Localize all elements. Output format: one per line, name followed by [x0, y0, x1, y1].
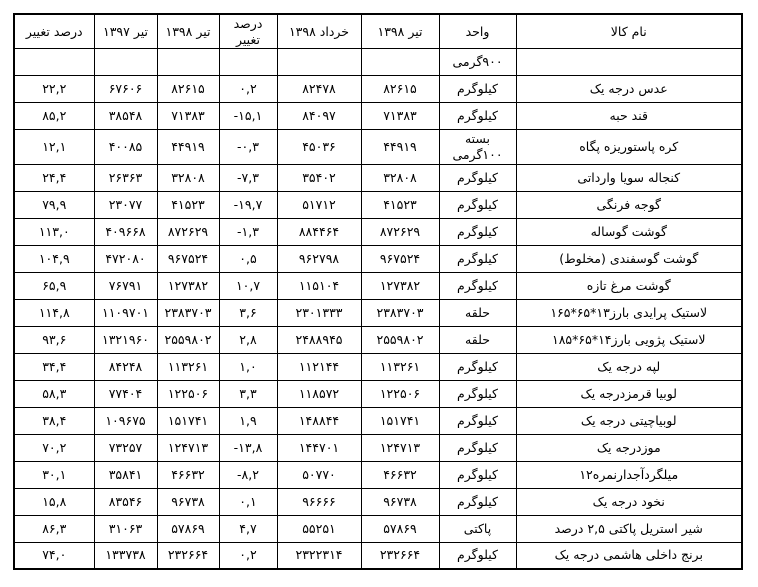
value-cell: ۷۳۲۵۷ [94, 434, 157, 461]
value-cell: ۱۰۹۶۷۵ [94, 407, 157, 434]
value-cell: ۱۲,۱ [14, 130, 94, 164]
unit-cell: کیلوگرم [439, 76, 516, 103]
value-cell: ۱۱۵۱۰۴ [277, 272, 361, 299]
column-header: تیر ۱۳۹۷ [94, 14, 157, 49]
value-cell: ۴۵۰۳۶ [277, 130, 361, 164]
value-cell: -۱۹,۷ [219, 191, 277, 218]
product-name-cell: موزدرجه یک [516, 434, 742, 461]
value-cell [361, 49, 439, 76]
table-row [14, 461, 742, 488]
value-cell: ۱۲۴۷۱۳ [361, 434, 439, 461]
value-cell: ۴۱۵۲۳ [361, 191, 439, 218]
unit-cell: کیلوگرم [439, 434, 516, 461]
product-name-cell: لپه درجه یک [516, 353, 742, 380]
value-cell: ۷۰,۲ [14, 434, 94, 461]
unit-cell: کیلوگرم [439, 353, 516, 380]
value-cell: ۸۲۴۷۸ [277, 76, 361, 103]
value-cell [277, 49, 361, 76]
value-cell: -۱,۳ [219, 218, 277, 245]
value-cell: -۱۳,۸ [219, 434, 277, 461]
value-cell: ۲۳۲۶۶۴ [361, 542, 439, 569]
value-cell: ۱۰۴,۹ [14, 245, 94, 272]
value-cell: ۲۵۵۹۸۰۲ [361, 326, 439, 353]
value-cell: ۱۱۳,۰ [14, 218, 94, 245]
table-row [14, 164, 742, 191]
value-cell: ۷۹,۹ [14, 191, 94, 218]
table-row [14, 488, 742, 515]
value-cell: ۷۷۴۰۴ [94, 380, 157, 407]
table-row [14, 407, 742, 434]
value-cell: ۹۶۷۳۸ [361, 488, 439, 515]
value-cell: ۲۴,۴ [14, 164, 94, 191]
value-cell: ۸۲۶۱۵ [157, 76, 219, 103]
value-cell: ۹۳,۶ [14, 326, 94, 353]
value-cell: ۱۵۱۷۴۱ [157, 407, 219, 434]
column-header: درصد تغییر [14, 14, 94, 49]
value-cell: -۷,۳ [219, 164, 277, 191]
value-cell: ۲۳۰۷۷ [94, 191, 157, 218]
value-cell: ۴۶۶۳۲ [157, 461, 219, 488]
table-row [14, 542, 742, 569]
value-cell: ۸۳۵۴۶ [94, 488, 157, 515]
table-row [14, 130, 742, 164]
value-cell: ۹۶۷۵۲۴ [157, 245, 219, 272]
value-cell: ۱۲۷۳۸۲ [157, 272, 219, 299]
column-header: درصد تغییر [219, 14, 277, 49]
product-name-cell: لاستیک پژویی بارز۱۴*۶۵*۱۸۵ [516, 326, 742, 353]
table-row [14, 218, 742, 245]
unit-cell: کیلوگرم [439, 407, 516, 434]
value-cell: ۱۲۲۵۰۶ [361, 380, 439, 407]
value-cell: ۲۳۸۳۷۰۳ [157, 299, 219, 326]
unit-cell: کیلوگرم [439, 488, 516, 515]
value-cell: ۹۶۷۳۸ [157, 488, 219, 515]
value-cell: ۸۲۶۱۵ [361, 76, 439, 103]
value-cell: ۵۸,۳ [14, 380, 94, 407]
product-name-cell: لوبیا قرمزدرجه یک [516, 380, 742, 407]
table-row [14, 380, 742, 407]
value-cell: ۱,۹ [219, 407, 277, 434]
value-cell: ۲۳۲۶۶۴ [157, 542, 219, 569]
product-name-cell: شیر استریل پاکتی ۲,۵ درصد [516, 515, 742, 542]
table-row [14, 299, 742, 326]
unit-cell: ۹۰۰گرمی [439, 49, 516, 76]
value-cell: ۱۲۴۷۱۳ [157, 434, 219, 461]
table-body [14, 49, 742, 569]
unit-cell: کیلوگرم [439, 245, 516, 272]
value-cell: ۱۱۳۲۶۱ [157, 353, 219, 380]
unit-cell: کیلوگرم [439, 380, 516, 407]
product-name-cell: گوجه فرنگی [516, 191, 742, 218]
value-cell: ۲۲,۲ [14, 76, 94, 103]
value-cell: ۷۶۷۹۱ [94, 272, 157, 299]
unit-cell: پاکتی [439, 515, 516, 542]
value-cell: -۰,۳ [219, 130, 277, 164]
product-name-cell: گوشت گوساله [516, 218, 742, 245]
value-cell: ۲۳۲۲۳۱۴ [277, 542, 361, 569]
value-cell: ۴۴۹۱۹ [157, 130, 219, 164]
value-cell: ۳۰,۱ [14, 461, 94, 488]
column-header: واحد [439, 14, 516, 49]
value-cell: ۱۵,۸ [14, 488, 94, 515]
value-cell: ۵۵۲۵۱ [277, 515, 361, 542]
value-cell [94, 49, 157, 76]
value-cell: ۳۸,۴ [14, 407, 94, 434]
table-row [14, 326, 742, 353]
unit-cell: کیلوگرم [439, 103, 516, 130]
product-name-cell: برنج داخلی هاشمی درجه یک [516, 542, 742, 569]
column-header: تیر ۱۳۹۸ [361, 14, 439, 49]
value-cell: ۸۷۲۶۲۹ [361, 218, 439, 245]
value-cell: ۱۴۸۸۴۴ [277, 407, 361, 434]
value-cell [157, 49, 219, 76]
value-cell: ۱۱۰۹۷۰۱ [94, 299, 157, 326]
value-cell: ۰,۲ [219, 76, 277, 103]
unit-cell: کیلوگرم [439, 218, 516, 245]
value-cell: ۸۶,۳ [14, 515, 94, 542]
value-cell: ۲,۸ [219, 326, 277, 353]
value-cell: ۵۷۸۶۹ [361, 515, 439, 542]
value-cell: ۱۱۲۱۴۴ [277, 353, 361, 380]
value-cell: ۱۳۲۱۹۶۰ [94, 326, 157, 353]
unit-cell: کیلوگرم [439, 164, 516, 191]
value-cell: ۴۷۲۰۸۰ [94, 245, 157, 272]
value-cell: ۹۶۶۶۶ [277, 488, 361, 515]
unit-cell: حلقه [439, 299, 516, 326]
value-cell: ۳۵۸۴۱ [94, 461, 157, 488]
product-name-cell: نخود درجه یک [516, 488, 742, 515]
value-cell: ۴۶۶۳۲ [361, 461, 439, 488]
unit-cell: کیلوگرم [439, 461, 516, 488]
unit-cell: کیلوگرم [439, 191, 516, 218]
product-name-cell: گوشت مرغ تازه [516, 272, 742, 299]
value-cell: ۴,۷ [219, 515, 277, 542]
value-cell: -۸,۲ [219, 461, 277, 488]
value-cell: ۱۱۸۵۷۲ [277, 380, 361, 407]
value-cell: ۸۵,۲ [14, 103, 94, 130]
value-cell: ۲۳۸۳۷۰۳ [361, 299, 439, 326]
product-name-cell: میلگردآجدارنمره۱۲ [516, 461, 742, 488]
value-cell: -۱۵,۱ [219, 103, 277, 130]
value-cell: ۱۲۷۳۸۲ [361, 272, 439, 299]
value-cell: ۲۵۵۹۸۰۲ [157, 326, 219, 353]
column-header: نام کالا [516, 14, 742, 49]
value-cell: ۷۴,۰ [14, 542, 94, 569]
value-cell: ۷۱۳۸۳ [361, 103, 439, 130]
product-name-cell: عدس درجه یک [516, 76, 742, 103]
value-cell: ۱۲۲۵۰۶ [157, 380, 219, 407]
table-row [14, 245, 742, 272]
table-row [14, 103, 742, 130]
value-cell: ۱۴۴۷۰۱ [277, 434, 361, 461]
value-cell: ۳۲۸۰۸ [361, 164, 439, 191]
value-cell: ۳۴,۴ [14, 353, 94, 380]
value-cell: ۶۷۶۰۶ [94, 76, 157, 103]
table-row [14, 49, 742, 76]
value-cell: ۰,۲ [219, 542, 277, 569]
value-cell: ۱۱۳۲۶۱ [361, 353, 439, 380]
column-header: خرداد ۱۳۹۸ [277, 14, 361, 49]
value-cell: ۰,۱ [219, 488, 277, 515]
value-cell: ۴۰۰۸۵ [94, 130, 157, 164]
value-cell: ۹۶۷۵۲۴ [361, 245, 439, 272]
value-cell: ۲۴۸۸۹۴۵ [277, 326, 361, 353]
value-cell: ۴۰۹۶۶۸ [94, 218, 157, 245]
table-row [14, 434, 742, 461]
value-cell: ۳,۶ [219, 299, 277, 326]
value-cell: ۵۱۷۱۲ [277, 191, 361, 218]
value-cell: ۱۵۱۷۴۱ [361, 407, 439, 434]
product-name-cell: قند حبه [516, 103, 742, 130]
unit-cell: کیلوگرم [439, 272, 516, 299]
value-cell: ۰,۵ [219, 245, 277, 272]
product-name-cell: کره پاستوریزه پگاه [516, 130, 742, 164]
table-row [14, 272, 742, 299]
value-cell: ۲۶۳۶۳ [94, 164, 157, 191]
value-cell: ۵۷۸۶۹ [157, 515, 219, 542]
column-header: تیر ۱۳۹۸ [157, 14, 219, 49]
value-cell: ۷۱۳۸۳ [157, 103, 219, 130]
product-name-cell [516, 49, 742, 76]
table-row [14, 191, 742, 218]
value-cell: ۲۳۰۱۳۳۳ [277, 299, 361, 326]
value-cell: ۵۰۷۷۰ [277, 461, 361, 488]
value-cell: ۳۱۰۶۳ [94, 515, 157, 542]
value-cell: ۹۶۲۷۹۸ [277, 245, 361, 272]
value-cell: ۸۴۲۴۸ [94, 353, 157, 380]
value-cell: ۸۴۰۹۷ [277, 103, 361, 130]
price-table [13, 13, 743, 570]
table-row [14, 76, 742, 103]
value-cell: ۸۸۴۴۶۴ [277, 218, 361, 245]
header-row [14, 14, 742, 49]
value-cell: ۱۱۴,۸ [14, 299, 94, 326]
unit-cell: کیلوگرم [439, 542, 516, 569]
table-row [14, 515, 742, 542]
value-cell: ۴۴۹۱۹ [361, 130, 439, 164]
value-cell: ۱۳۳۷۳۸ [94, 542, 157, 569]
value-cell: ۳۲۸۰۸ [157, 164, 219, 191]
value-cell [219, 49, 277, 76]
product-name-cell: گوشت گوسفندی (مخلوط) [516, 245, 742, 272]
value-cell: ۸۷۲۶۲۹ [157, 218, 219, 245]
unit-cell: حلقه [439, 326, 516, 353]
value-cell: ۴۱۵۲۳ [157, 191, 219, 218]
product-name-cell: لاستیک پرایدی بارز۱۳*۶۵*۱۶۵ [516, 299, 742, 326]
table-row [14, 353, 742, 380]
value-cell: ۳,۳ [219, 380, 277, 407]
product-name-cell: کنجاله سویا وارداتی [516, 164, 742, 191]
value-cell: ۳۵۴۰۲ [277, 164, 361, 191]
value-cell [14, 49, 94, 76]
unit-cell: بسته ۱۰۰گرمی [439, 130, 516, 164]
product-name-cell: لوبیاچیتی درجه یک [516, 407, 742, 434]
value-cell: ۱,۰ [219, 353, 277, 380]
value-cell: ۱۰,۷ [219, 272, 277, 299]
value-cell: ۶۵,۹ [14, 272, 94, 299]
value-cell: ۳۸۵۴۸ [94, 103, 157, 130]
